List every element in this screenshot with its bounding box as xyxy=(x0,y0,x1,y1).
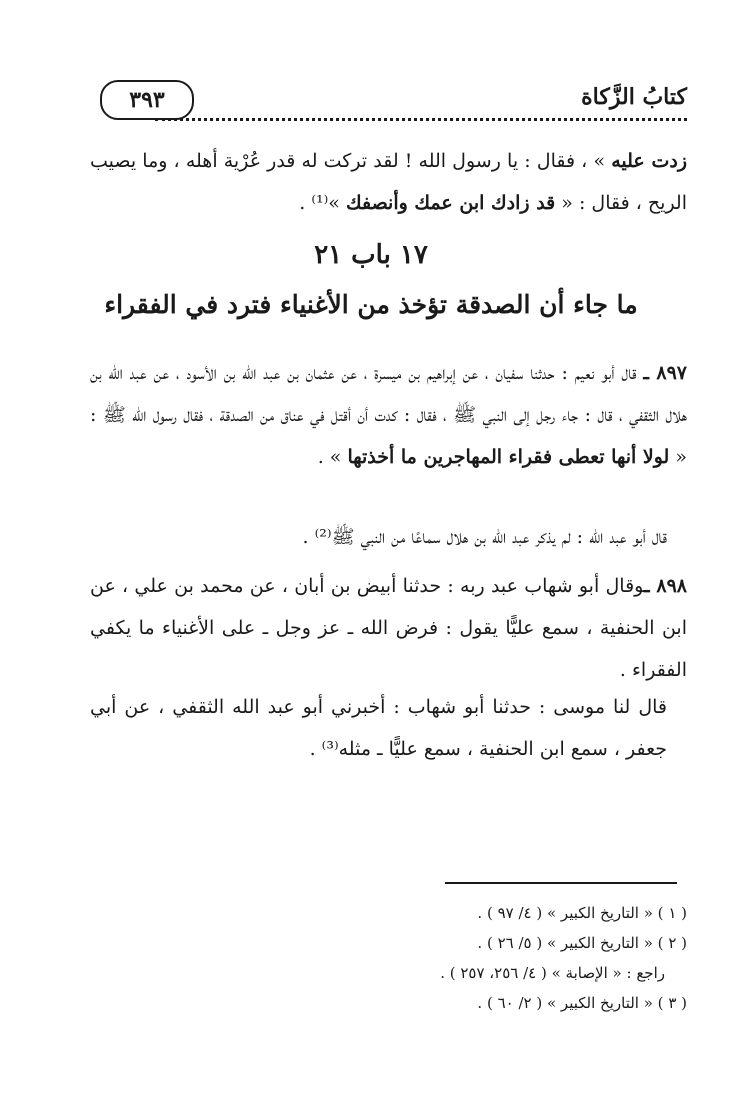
hadith-897-end: » . xyxy=(317,446,348,468)
hadith-898-chain: قال لنا موسى : حدثنا أبو شهاب : أخبرني أبو عبد الله الثقفي ، عن أبي جعفر ، سمع ابن الحنفية ، سمع عليًّا ـ مثله⁽³⁾ . xyxy=(90,696,667,760)
continuation-text-1: » ، فقال : يا رسول الله ! لقد تركت له قدر عُرْية أهله ، وما يصيب xyxy=(90,150,612,172)
continuation-bold-2: قد زادك ابن عمك وأنصفك xyxy=(345,192,556,214)
footnote-2-ref: راجع : « الإصابة » ( ٤/ ٢٥٦، ٢٥٧ ) . xyxy=(440,964,665,982)
chapter-number: ١٧ باب ٢١ xyxy=(314,240,428,270)
footnotes xyxy=(300,898,687,1018)
hadith-898-text: وقال أبو شهاب عبد ربه : حدثنا أبيض بن أبان ، عن محمد بن علي ، عن ابن الحنفية ، سمع عليًّا يقول : فرض الله ـ عز وجل ـ على الأغنياء ما يكفي الفقراء . xyxy=(90,575,687,681)
continuation-paragraph xyxy=(90,140,687,224)
footnote-divider xyxy=(445,882,677,884)
continuation-text-2: الريح ، فقال : « xyxy=(555,192,687,214)
hadith-897-bold: لولا أنها تعطى فقراء المهاجرين ما أخذتها xyxy=(347,446,670,468)
continuation-bold-1: زدت عليه xyxy=(611,150,687,172)
hadith-897-number: ٨٩٧ ـ xyxy=(643,362,687,384)
hadith-897 xyxy=(90,352,687,478)
footnote-2: ( ٢ ) « التاريخ الكبير » ( ٥/ ٢٦ ) . xyxy=(477,934,687,952)
hadith-898-number: ٨٩٨ ـ xyxy=(643,575,687,597)
hadith-897-note: قال أبو عبد الله : لم يذكر عبد الله بن هلال سماعًا من النبي ﷺ⁽²⁾ . xyxy=(302,526,667,548)
running-title: كتابُ الزَّكاة xyxy=(581,84,687,110)
chapter-title: ما جاء أن الصدقة تؤخذ من الأغنياء فترد في الفقراء xyxy=(104,290,638,319)
continuation-text-3: »⁽¹⁾ . xyxy=(299,192,346,214)
footnote-3: ( ٣ ) « التاريخ الكبير » ( ٢/ ٦٠ ) . xyxy=(477,994,687,1012)
header-divider xyxy=(155,118,687,121)
footnote-1: ( ١ ) « التاريخ الكبير » ( ٤/ ٩٧ ) . xyxy=(477,904,687,922)
hadith-898 xyxy=(90,565,687,691)
page-number: ٣٩٣ xyxy=(100,80,194,120)
hadith-897-text: قال أبو نعيم : حدثنا سفيان ، عن إبراهيم بن ميسرة ، عن عثمان بن عبد الله بن الأسود ، عن عبد الله بن هلال الثقفي ، قال : جاء رجل إلى النبي ﷺ ، فقال : كدت أن أقتل في عناق من الصدقة ، فقال رسول الله ﷺ : « xyxy=(90,362,687,468)
